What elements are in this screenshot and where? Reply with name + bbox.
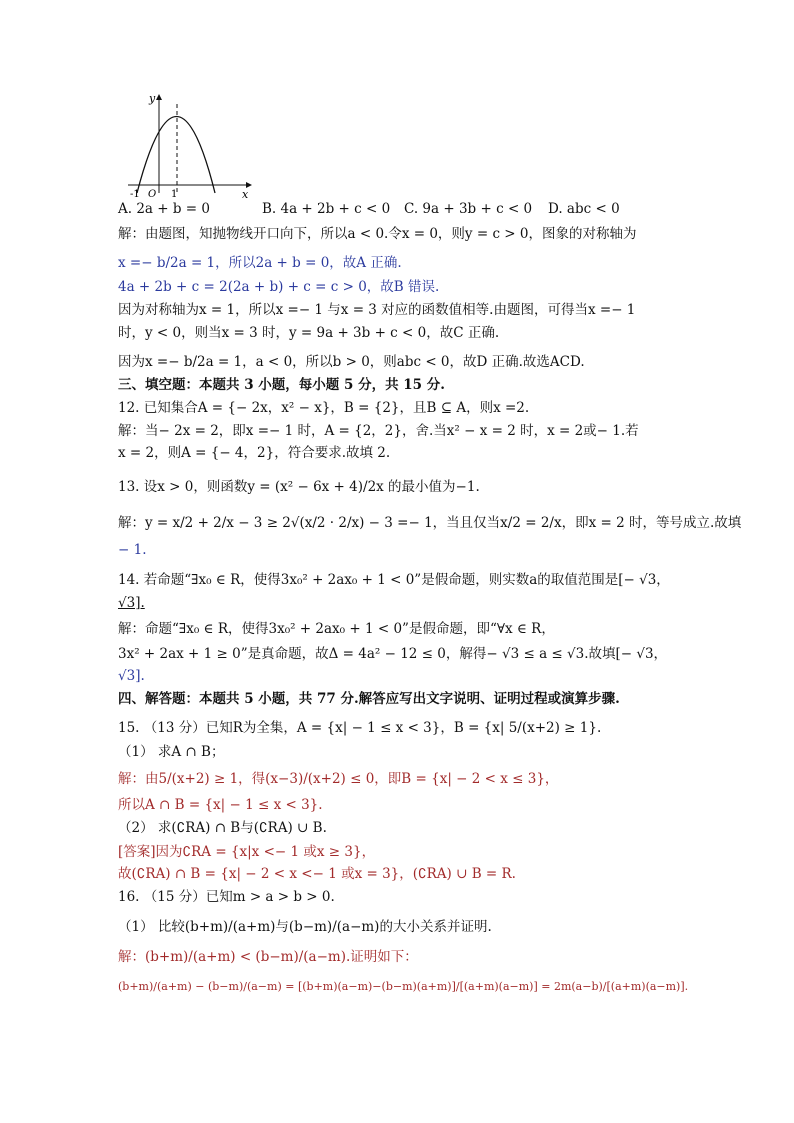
q16-solution-line-1: 解：(b+m)/(a+m) < (b−m)/(a−m).证明如下： [118, 949, 418, 965]
q15-solution-1a: 解：由5/(x+2) ≥ 1，得(x−3)/(x+2) ≤ 0，即B = {x| − 2 < x ≤ 3}， [118, 771, 559, 787]
q11-solution-line-2: x =− b/2a = 1，所以2a + b = 0，故A 正确. [118, 255, 402, 271]
q15-solution-2b: 故(∁RA) ∩ B = {x| − 2 < x <− 1 或x = 3}，(∁RA) ∪ B = R. [118, 866, 516, 882]
option-d: D. abc < 0 [548, 201, 620, 217]
parabola-figure [118, 88, 258, 200]
tick-label-neg1: -1 [130, 189, 140, 200]
q14-solution-line-1: 解：命题“∃x₀ ∈ R，使得3x₀² + 2ax₀ + 1 < 0”是假命题，即“∀x ∈ R， [118, 621, 555, 637]
q16-question: 16. （15 分）已知m > a > b > 0. [118, 889, 335, 905]
q15-solution-1b: 所以A ∩ B = {x| − 1 ≤ x < 3}. [118, 797, 323, 813]
q13-question: 13. 设x > 0，则函数y = (x² − 6x + 4)/2x 的最小值为−1. [118, 479, 480, 495]
q12-question: 12. 已知集合A = {− 2x，x² − x}，B = {2}，且B ⊆ A，则x =2. [118, 400, 530, 416]
q12-solution-line-2: x = 2，则A = {− 4，2}，符合要求.故填 2. [118, 445, 391, 461]
q14-question-line-2: √3]. [118, 595, 145, 611]
q15-question: 15. （13 分）已知R为全集，A = {x| − 1 ≤ x < 3}，B = {x| 5/(x+2) ≥ 1}. [118, 720, 602, 736]
q13-solution-line-1: 解：y = x/2 + 2/x − 3 ≥ 2√(x/2 · 2/x) − 3 =− 1，当且仅当x/2 = 2/x，即x = 2 时，等号成立.故填 [118, 515, 742, 531]
q16-solution-line-2: (b+m)/(a+m) − (b−m)/(a−m) = [(b+m)(a−m)−(b−m)(a+m)]/[(a+m)(a−m)] = 2m(a−b)/[(a+m)(a−m)]. [118, 980, 689, 993]
q11-solution-line-1: 解：由题图，知抛物线开口向下，所以a < 0.令x = 0，则y = c > 0，图象的对称轴为 [118, 226, 637, 242]
q11-solution-line-5: 时，y < 0，则当x = 3 时，y = 9a + 3b + c < 0，故C 正确. [118, 325, 500, 341]
y-axis-label: y [149, 92, 156, 105]
q11-solution-line-6: 因为x =− b/2a = 1，a < 0，所以b > 0，则abc < 0，故D 正确.故选ACD. [118, 354, 585, 370]
option-a: A. 2a + b = 0 [118, 201, 210, 217]
option-c: C. 9a + 3b + c < 0 [404, 201, 533, 217]
q11-solution-line-4: 因为对称轴为x = 1，所以x =− 1 与x = 3 对应的函数值相等.由题图，可得当x =− 1 [118, 302, 636, 318]
q15-part-2: （2） 求(∁RA) ∩ B与(∁RA) ∪ B. [118, 820, 327, 836]
section-3-header: 三、填空题：本题共 3 小题，每小题 5 分，共 15 分. [118, 377, 445, 393]
option-b: B. 4a + 2b + c < 0 [262, 201, 391, 217]
q13-solution-line-2: − 1. [118, 542, 147, 558]
q15-part-1: （1） 求A ∩ B； [118, 744, 225, 760]
section-4-header: 四、解答题：本题共 5 小题，共 77 分.解答应写出文字说明、证明过程或演算步骤. [118, 691, 620, 707]
y-axis-arrow [156, 94, 162, 100]
tick-label-1: 1 [171, 189, 178, 200]
x-axis-label: x [242, 188, 249, 200]
parabola-curve [137, 117, 215, 194]
q14-solution-line-3: √3]. [118, 668, 145, 684]
q14-question-line-1: 14. 若命题“∃x₀ ∈ R，使得3x₀² + 2ax₀ + 1 < 0”是假命题，则实数a的取值范围是[− √3， [118, 572, 670, 588]
q15-solution-2a: [答案]因为∁RA = {x|x <− 1 或x ≥ 3}， [118, 844, 376, 860]
q14-solution-line-2: 3x² + 2ax + 1 ≥ 0”是真命题，故Δ = 4a² − 12 ≤ 0，解得− √3 ≤ a ≤ √3.故填[− √3， [118, 646, 668, 662]
q11-solution-line-3: 4a + 2b + c = 2(2a + b) + c = c > 0，故B 错误. [118, 279, 440, 295]
q16-part-1: （1） 比较(b+m)/(a+m)与(b−m)/(a−m)的大小关系并证明. [118, 919, 492, 935]
q12-solution-line-1: 解：当− 2x = 2，即x =− 1 时，A = {2，2}，舍.当x² − x = 2 时，x = 2或− 1.若 [118, 423, 639, 439]
origin-label: O [148, 189, 157, 200]
